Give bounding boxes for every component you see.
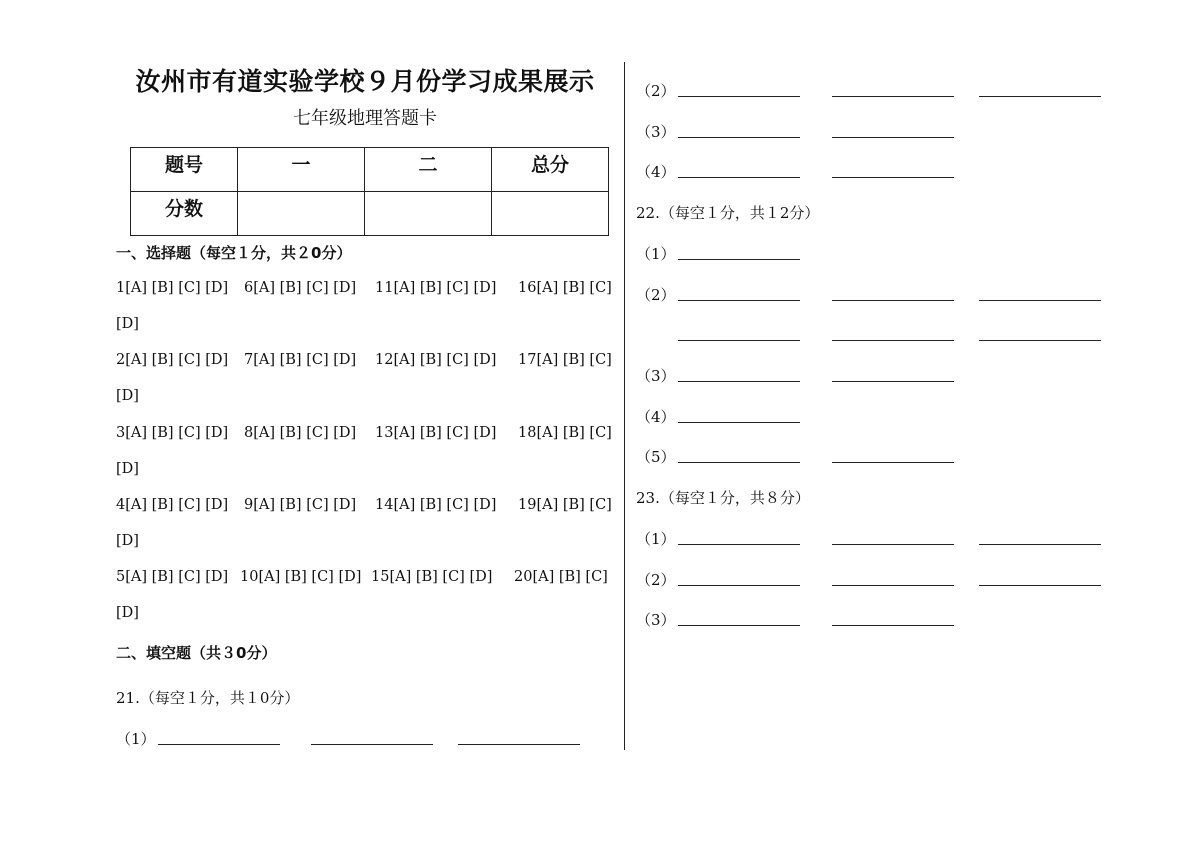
score-cell-total[interactable] xyxy=(492,192,609,236)
answer-blank[interactable] xyxy=(832,137,954,138)
choice-q17-wrap[interactable]: [D] xyxy=(116,388,139,404)
q23-part2-label: （2） xyxy=(636,571,676,589)
answer-blank[interactable] xyxy=(979,96,1101,97)
choice-q18[interactable]: 18[A] [B] [C] xyxy=(518,425,612,441)
answer-blank[interactable] xyxy=(832,462,954,463)
answer-blank[interactable] xyxy=(678,259,800,260)
answer-blank[interactable] xyxy=(979,544,1101,545)
choice-q3[interactable]: 3[A] [B] [C] [D] xyxy=(116,425,229,441)
choice-q20[interactable]: 20[A] [B] [C] xyxy=(514,569,608,585)
answer-blank[interactable] xyxy=(678,177,800,178)
choice-q10[interactable]: 10[A] [B] [C] [D] xyxy=(240,569,362,585)
q23-heading: 23.（每空１分，共８分） xyxy=(636,489,810,507)
score-header-cell: 题号 xyxy=(131,148,238,192)
choice-q4[interactable]: 4[A] [B] [C] [D] xyxy=(116,497,229,513)
choice-q1[interactable]: 1[A] [B] [C] [D] xyxy=(116,280,229,296)
answer-blank[interactable] xyxy=(678,300,800,301)
q22-part3-label: （3） xyxy=(636,367,676,385)
choice-q6[interactable]: 6[A] [B] [C] [D] xyxy=(244,280,357,296)
choice-q15[interactable]: 15[A] [B] [C] [D] xyxy=(371,569,493,585)
answer-blank[interactable] xyxy=(832,381,954,382)
q21-part2-label: （2） xyxy=(636,82,676,100)
choice-q17[interactable]: 17[A] [B] [C] xyxy=(518,352,612,368)
page-title: 汝州市有道实验学校９月份学习成果展示 xyxy=(135,67,595,96)
answer-blank[interactable] xyxy=(678,585,800,586)
answer-blank[interactable] xyxy=(678,462,800,463)
score-header-cell: 二 xyxy=(365,148,492,192)
q22-part2-label: （2） xyxy=(636,286,676,304)
score-cell-1[interactable] xyxy=(238,192,365,236)
q23-part1-label: （1） xyxy=(636,530,676,548)
score-cell-2[interactable] xyxy=(365,192,492,236)
score-header-cell: 总分 xyxy=(492,148,609,192)
choice-q8[interactable]: 8[A] [B] [C] [D] xyxy=(244,425,357,441)
page-subtitle: 七年级地理答题卡 xyxy=(293,108,437,129)
choice-q5[interactable]: 5[A] [B] [C] [D] xyxy=(116,569,229,585)
q21-part1-label: （1） xyxy=(116,730,156,748)
score-row-label: 分数 xyxy=(131,192,238,236)
choice-q18-wrap[interactable]: [D] xyxy=(116,461,139,477)
answer-blank[interactable] xyxy=(979,585,1101,586)
q22-part4-label: （4） xyxy=(636,408,676,426)
score-table-value-row xyxy=(131,192,609,236)
q22-heading: 22.（每空１分，共１2分） xyxy=(636,204,820,222)
answer-blank[interactable] xyxy=(832,340,954,341)
score-header-cell: 一 xyxy=(238,148,365,192)
answer-blank[interactable] xyxy=(832,544,954,545)
choice-q16[interactable]: 16[A] [B] [C] xyxy=(518,280,612,296)
section1-heading: 一、选择题（每空１分，共２0分） xyxy=(116,244,352,262)
choice-q7[interactable]: 7[A] [B] [C] [D] xyxy=(244,352,357,368)
choice-q20-wrap[interactable]: [D] xyxy=(116,605,139,621)
score-table-header-row xyxy=(131,148,609,192)
q21-part4-label: （4） xyxy=(636,163,676,181)
answer-blank[interactable] xyxy=(678,340,800,341)
choice-q9[interactable]: 9[A] [B] [C] [D] xyxy=(244,497,357,513)
choice-q2[interactable]: 2[A] [B] [C] [D] xyxy=(116,352,229,368)
q22-part1-label: （1） xyxy=(636,245,676,263)
answer-blank[interactable] xyxy=(979,300,1101,301)
answer-blank[interactable] xyxy=(678,137,800,138)
choice-q11[interactable]: 11[A] [B] [C] [D] xyxy=(375,280,497,296)
choice-q19-wrap[interactable]: [D] xyxy=(116,533,139,549)
answer-blank[interactable] xyxy=(979,340,1101,341)
q22-part5-label: （5） xyxy=(636,448,676,466)
section2-heading: 二、填空题（共３0分） xyxy=(116,644,277,662)
answer-blank[interactable] xyxy=(458,744,580,745)
answer-blank[interactable] xyxy=(832,585,954,586)
answer-blank[interactable] xyxy=(678,96,800,97)
answer-blank[interactable] xyxy=(158,744,280,745)
answer-blank[interactable] xyxy=(832,625,954,626)
answer-blank[interactable] xyxy=(832,300,954,301)
score-table xyxy=(130,147,609,236)
answer-blank[interactable] xyxy=(678,625,800,626)
answer-blank[interactable] xyxy=(311,744,433,745)
answer-blank[interactable] xyxy=(832,177,954,178)
choice-q19[interactable]: 19[A] [B] [C] xyxy=(518,497,612,513)
q23-part3-label: （3） xyxy=(636,611,676,629)
choice-q13[interactable]: 13[A] [B] [C] [D] xyxy=(375,425,497,441)
column-divider xyxy=(624,62,625,750)
answer-blank[interactable] xyxy=(832,96,954,97)
q21-heading: 21.（每空１分，共１0分） xyxy=(116,689,300,707)
answer-blank[interactable] xyxy=(678,422,800,423)
answer-blank[interactable] xyxy=(678,544,800,545)
answer-blank[interactable] xyxy=(678,381,800,382)
q21-part3-label: （3） xyxy=(636,123,676,141)
choice-q16-wrap[interactable]: [D] xyxy=(116,316,139,332)
choice-q12[interactable]: 12[A] [B] [C] [D] xyxy=(375,352,497,368)
choice-q14[interactable]: 14[A] [B] [C] [D] xyxy=(375,497,497,513)
